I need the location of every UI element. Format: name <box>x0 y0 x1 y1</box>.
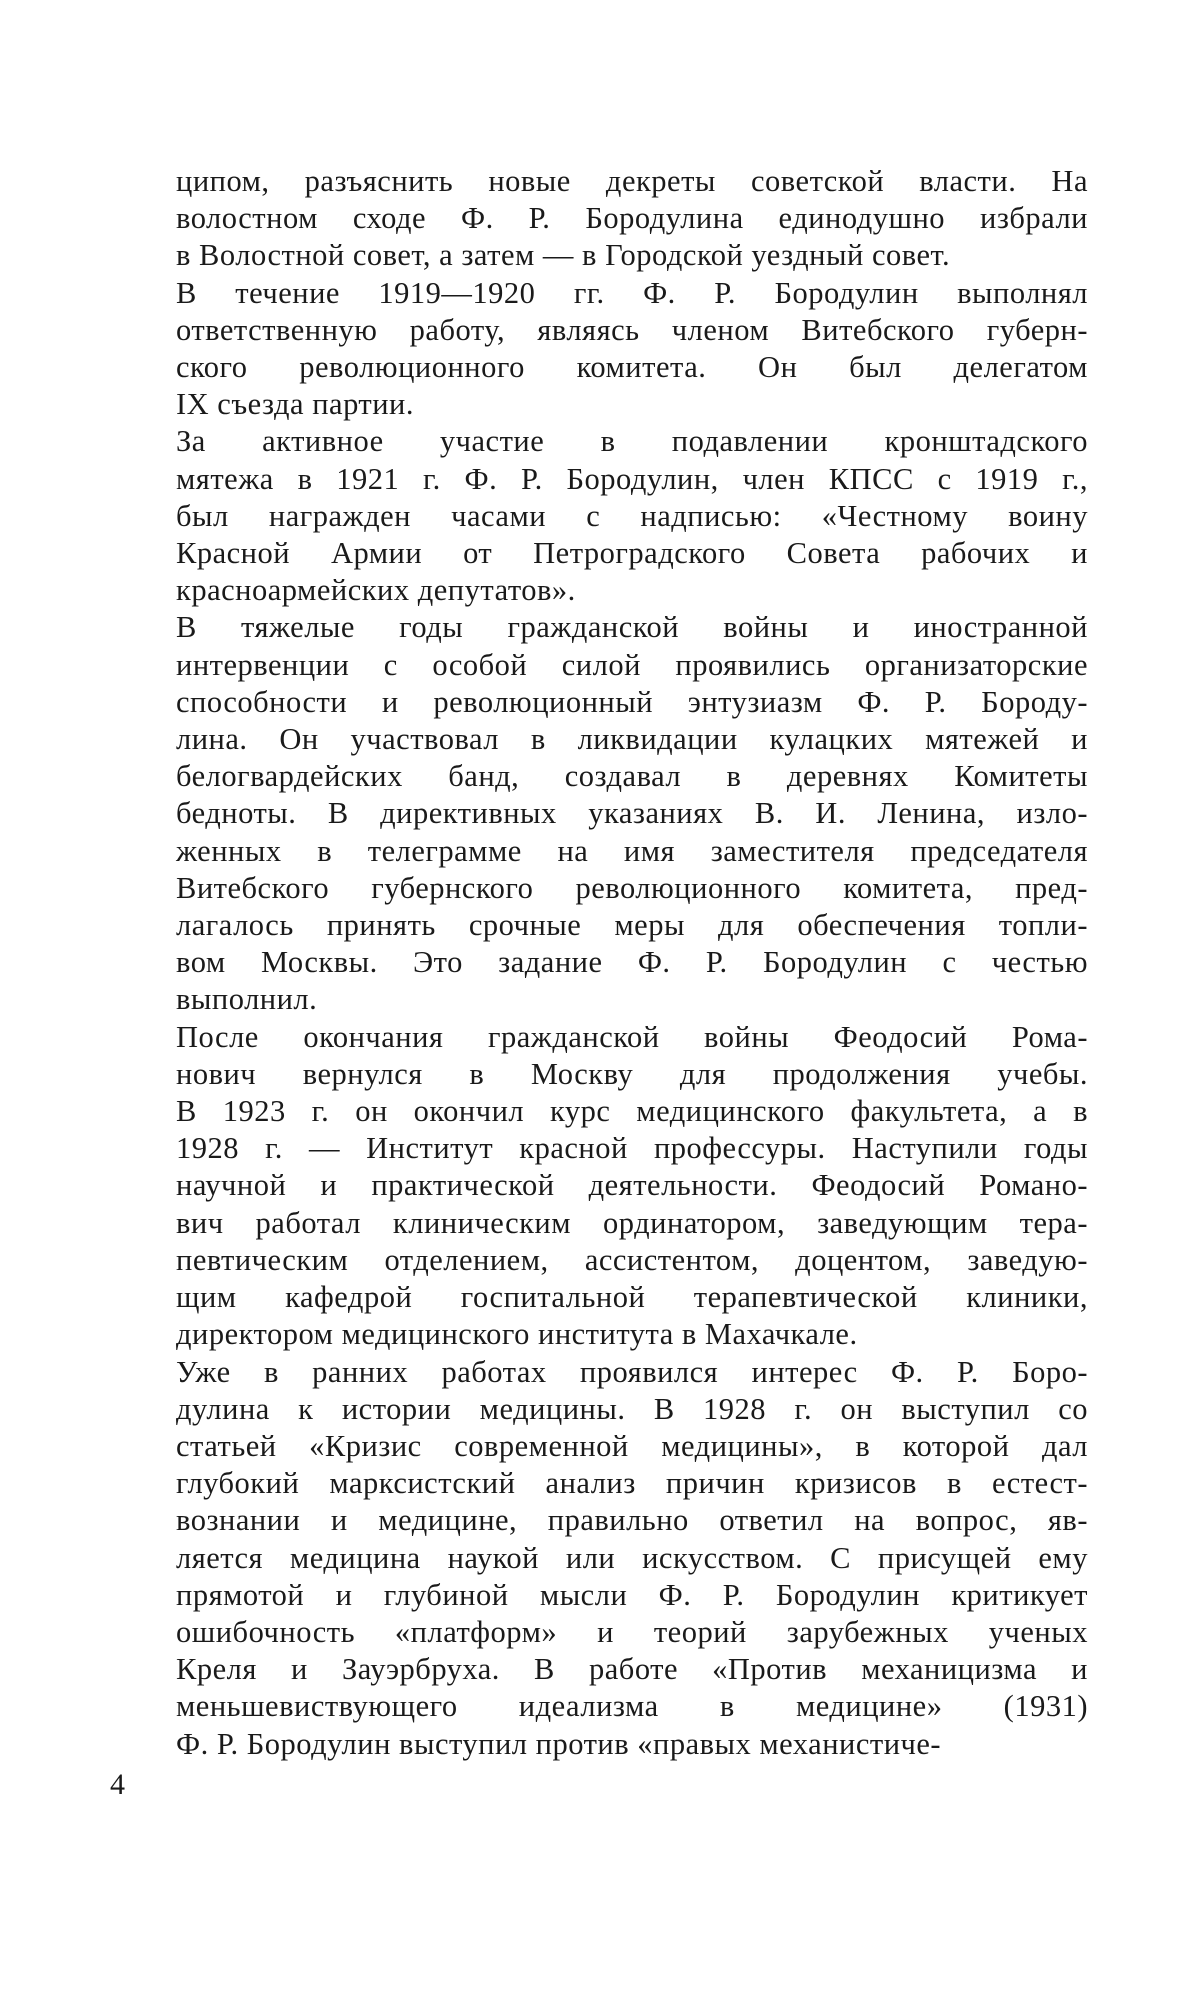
text-line: В течение 1919—1920 гг. Ф. Р. Бородулин выполнял <box>176 275 1088 310</box>
body-text <box>116 163 1088 1763</box>
paragraph <box>116 423 1088 609</box>
text-line: белогвардейских банд, создавал в деревнях Комитеты <box>176 759 1088 794</box>
text-line: Ф. Р. Бородулин выступил против «правых механистиче- <box>176 1726 942 1761</box>
text-line: ошибочность «платформ» и теорий зарубежных ученых <box>176 1614 1088 1649</box>
text-line: нович вернулся в Москву для продолжения учебы. <box>176 1056 1088 1091</box>
text-line: лина. Он участвовал в ликвидации кулацких мятежей и <box>176 722 1088 757</box>
text-line: За активное участие в подавлении кронштадского <box>176 424 1088 459</box>
text-line: волостном сходе Ф. Р. Бородулина единодушно избрали <box>176 201 1088 236</box>
text-line: в Волостной совет, а затем — в Городской уездный совет. <box>176 238 951 273</box>
text-line: Уже в ранних работах проявился интерес Ф. Р. Боро- <box>176 1354 1088 1389</box>
text-line: В 1923 г. он окончил курс медицинского факультета, а в <box>176 1094 1088 1129</box>
text-line: директором медицинского института в Махачкале. <box>176 1317 858 1352</box>
text-line: глубокий марксистский анализ причин кризисов в естест- <box>176 1466 1088 1501</box>
text-line: ответственную работу, являясь членом Витебского губерн- <box>176 312 1088 347</box>
paragraph <box>116 609 1088 1018</box>
text-line: Витебского губернского революционного комитета, пред- <box>176 870 1088 905</box>
text-line: Красной Армии от Петроградского Совета рабочих и <box>176 536 1088 571</box>
text-line: вом Москвы. Это задание Ф. Р. Бородулин с честью <box>176 945 1088 980</box>
text-line: щим кафедрой госпитальной терапевтической клиники, <box>176 1280 1088 1315</box>
text-line: лагалось принять срочные меры для обеспечения топли- <box>176 908 1088 943</box>
text-line: дулина к истории медицины. В 1928 г. он выступил со <box>176 1391 1088 1426</box>
text-line: красноармейских депутатов». <box>176 573 576 608</box>
text-line: Креля и Зауэрбруха. В работе «Против механицизма и <box>176 1652 1088 1687</box>
text-line: бедноты. В директивных указаниях В. И. Ленина, изло- <box>176 796 1088 831</box>
text-line: женных в телеграмме на имя заместителя председателя <box>176 833 1088 868</box>
text-line: статьей «Кризис современной медицины», в которой дал <box>176 1428 1088 1463</box>
paragraph <box>116 275 1088 424</box>
text-line: IX съезда партии. <box>176 387 415 422</box>
text-line: интервенции с особой силой проявились организаторские <box>176 647 1088 682</box>
text-line: ского революционного комитета. Он был делегатом <box>176 350 1088 385</box>
text-line: В тяжелые годы гражданской войны и иностранной <box>176 610 1088 645</box>
text-line: мятежа в 1921 г. Ф. Р. Бородулин, член КПСС с 1919 г., <box>176 461 1088 496</box>
paragraph <box>116 1019 1088 1354</box>
text-line: выполнил. <box>176 982 318 1017</box>
text-line: меньшевиствующего идеализма в медицине» (1931) <box>176 1689 1088 1724</box>
text-line: способности и революционный энтузиазм Ф. Р. Бороду- <box>176 684 1088 719</box>
text-line: прямотой и глубиной мысли Ф. Р. Бородулин критикует <box>176 1577 1088 1612</box>
text-line: ципом, разъяснить новые декреты советской власти. На <box>176 164 1088 198</box>
text-line: вознании и медицине, правильно ответил на вопрос, яв- <box>176 1503 1088 1538</box>
page-number: 4 <box>110 1768 125 1801</box>
text-line: После окончания гражданской войны Феодосий Рома- <box>176 1019 1088 1054</box>
text-line: вич работал клиническим ординатором, заведующим тера- <box>176 1205 1088 1240</box>
text-line: был награжден часами с надписью: «Честному воину <box>176 498 1088 533</box>
paragraph <box>116 1354 1088 1763</box>
paragraph <box>116 163 1088 275</box>
text-line: певтическим отделением, ассистентом, доцентом, заведую- <box>176 1242 1088 1277</box>
text-line: ляется медицина наукой или искусством. С присущей ему <box>176 1540 1088 1575</box>
text-line: научной и практической деятельности. Феодосий Романо- <box>176 1168 1088 1203</box>
text-line: 1928 г. — Институт красной профессуры. Наступили годы <box>176 1131 1088 1166</box>
